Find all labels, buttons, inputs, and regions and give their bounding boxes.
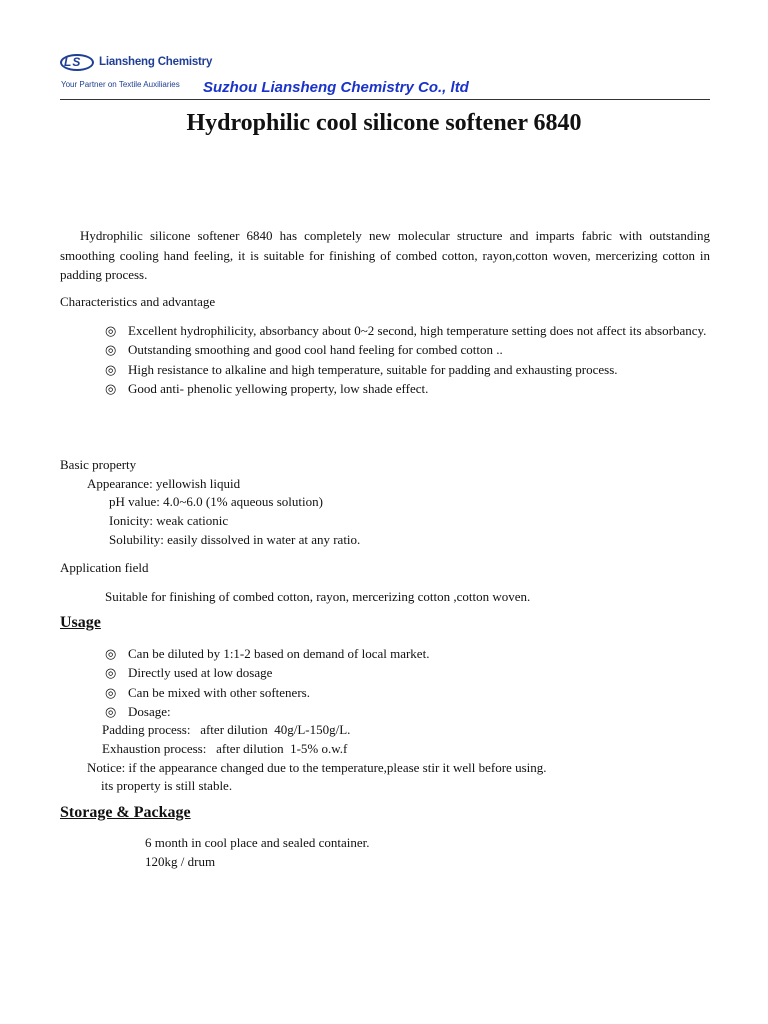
bullet-icon: ◎	[105, 361, 117, 377]
basic-property-heading: Basic property	[60, 457, 137, 472]
appearance-value: Appearance: yellowish liquid	[87, 476, 241, 491]
usage-list	[105, 644, 710, 721]
characteristics-item	[105, 340, 710, 359]
logo-name: Liansheng Chemistry	[99, 56, 213, 68]
characteristics-list	[105, 321, 710, 398]
application-text: Suitable for finishing of combed cotton, rayon, mercerizing cotton ,cotton woven.	[105, 589, 531, 604]
bullet-icon: ◎	[105, 684, 117, 700]
header-divider	[60, 99, 710, 100]
usage-item	[105, 702, 710, 721]
company-logo	[60, 50, 213, 96]
usage-item	[105, 644, 710, 663]
usage-item	[105, 663, 710, 682]
usage-item-text: Dosage:	[128, 703, 171, 719]
package-line: 120kg / drum	[145, 854, 216, 869]
characteristics-heading: Characteristics and advantage	[60, 294, 216, 309]
characteristics-item-text: High resistance to alkaline and high temperature, suitable for padding and exhausting process.	[128, 361, 618, 377]
characteristics-item	[105, 379, 710, 398]
usage-heading: Usage	[60, 614, 101, 631]
intro-paragraph: Hydrophilic silicone softener 6840 has completely new molecular structure and imparts fabric with outstanding smoothing cooling hand feeling, it is suitable for finishing of combed cotton, rayon,cotton woven, mercerizing cotton in padding process.	[60, 228, 710, 282]
bullet-icon: ◎	[105, 323, 117, 338]
bullet-icon: ◎	[105, 703, 117, 719]
characteristics-item-text: Outstanding smoothing and good cool hand feeling for combed cotton ..	[128, 342, 503, 358]
usage-item-text: Directly used at low dosage	[128, 665, 273, 681]
usage-item-text: Can be diluted by 1:1-2 based on demand of local market.	[128, 646, 430, 661]
bullet-icon: ◎	[105, 646, 117, 661]
solubility-value: Solubility: easily dissolved in water at any ratio.	[109, 532, 361, 547]
bullet-icon: ◎	[105, 342, 117, 358]
bullet-icon: ◎	[105, 665, 117, 681]
characteristics-item	[105, 360, 710, 379]
ionicity-value: Ionicity: weak cationic	[109, 513, 229, 528]
storage-line: 6 month in cool place and sealed container.	[145, 835, 370, 850]
notice-line: Notice: if the appearance changed due to the temperature,please stir it well before using.	[87, 760, 547, 775]
ph-value: pH value: 4.0~6.0 (1% aqueous solution)	[109, 494, 323, 509]
usage-item-text: Can be mixed with other softeners.	[128, 684, 310, 700]
usage-item	[105, 683, 710, 702]
company-name: Suzhou Liansheng Chemistry Co., ltd	[203, 79, 469, 96]
bullet-icon: ◎	[105, 380, 117, 396]
padding-process-line: Padding process: after dilution 40g/L-150g/L.	[102, 722, 351, 737]
characteristics-item-text: Excellent hydrophilicity, absorbancy about 0~2 second, high temperature setting does not affect its absorbancy.	[128, 323, 707, 338]
document-title: Hydrophilic cool silicone softener 6840	[186, 110, 582, 136]
application-heading: Application field	[60, 560, 149, 575]
storage-heading: Storage & Package	[60, 804, 191, 821]
exhaustion-process-line: Exhaustion process: after dilution 1-5% o.w.f	[102, 741, 348, 756]
logo-tagline: Your Partner on Textile Auxiliaries	[61, 80, 180, 89]
notice-continuation: its property is still stable.	[101, 778, 233, 793]
characteristics-item	[105, 321, 710, 340]
logo-mark: LS	[64, 55, 82, 69]
characteristics-item-text: Good anti- phenolic yellowing property, low shade effect.	[128, 380, 429, 396]
